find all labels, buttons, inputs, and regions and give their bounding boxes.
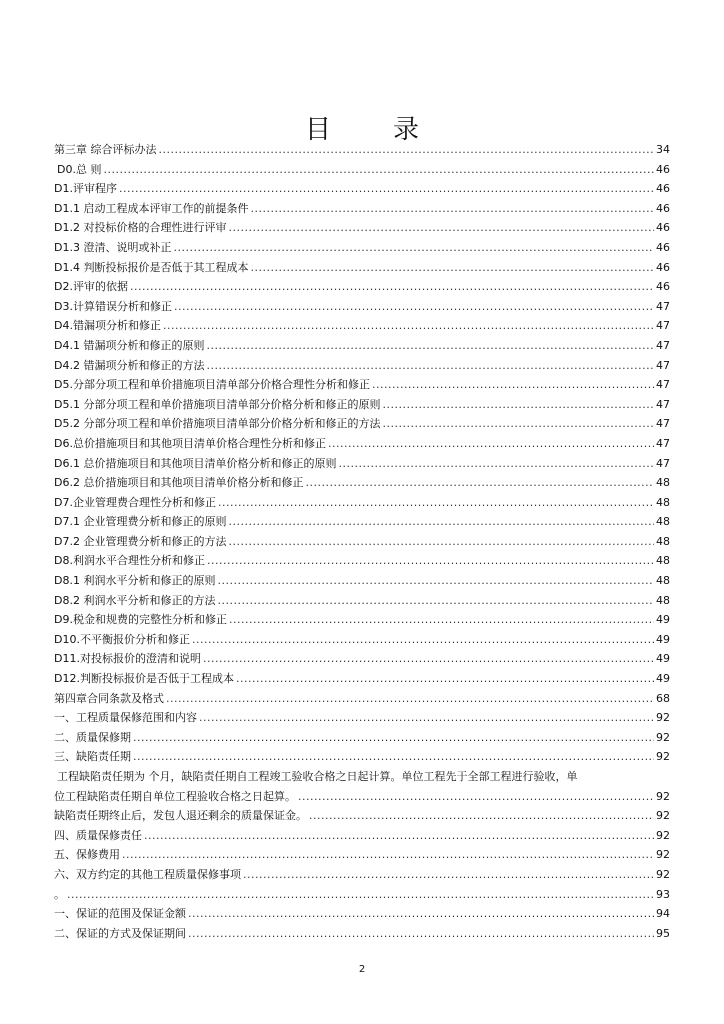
toc-entry-label: 二、保证的方式及保证期间	[54, 926, 186, 940]
toc-leader-dots	[236, 669, 654, 689]
toc-entry[interactable]	[54, 218, 670, 238]
toc-leader-dots	[159, 140, 655, 160]
toc-leader-dots	[173, 238, 654, 258]
toc-entry-page: 47	[656, 299, 670, 313]
toc-entry-page: 46	[656, 240, 670, 254]
toc-entry-label: 二、质量保修期	[54, 730, 131, 744]
toc-entry-label: D10.不平衡报价分析和修正	[54, 632, 190, 646]
toc-entry-line2	[54, 787, 670, 807]
toc-entry[interactable]	[54, 630, 670, 650]
toc-entry[interactable]	[54, 747, 670, 767]
toc-leader-dots	[103, 160, 654, 180]
toc-entry-label: 四、质量保修责任	[54, 828, 142, 842]
toc-entry-page: 47	[656, 338, 670, 352]
toc-leader-dots	[382, 395, 654, 415]
toc-leader-dots	[218, 493, 654, 513]
toc-entry-page: 49	[656, 672, 670, 686]
toc-entry-page: 48	[656, 554, 670, 568]
toc-entry-label: D1.1 启动工程成本评审工作的前提条件	[54, 201, 249, 215]
toc-entry[interactable]	[54, 689, 670, 709]
toc-entry-page: 47	[656, 358, 670, 372]
toc-entry-page: 92	[656, 750, 670, 764]
toc-entry-label: 。	[54, 887, 65, 901]
toc-entry-label: 一、保证的范围及保证金额	[54, 907, 186, 921]
toc-leader-dots	[298, 787, 654, 807]
toc-entry-label: D1.评审程序	[54, 182, 117, 196]
toc-entry-page: 48	[656, 534, 670, 548]
toc-entry-label: 六、双方约定的其他工程质量保修事项	[54, 867, 241, 881]
toc-entry-page: 47	[656, 397, 670, 411]
toc-entry[interactable]	[54, 316, 670, 336]
toc-leader-dots	[133, 747, 654, 767]
toc-entry-page: 48	[656, 515, 670, 529]
toc-entry-page: 48	[656, 574, 670, 588]
toc-entry-page: 92	[656, 828, 670, 842]
toc-entry-label: D6.2 总价措施项目和其他项目清单价格分析和修正	[54, 476, 304, 490]
toc-entry[interactable]	[54, 610, 670, 630]
toc-entry[interactable]	[54, 258, 670, 278]
toc-entry[interactable]	[54, 473, 670, 493]
toc-entry[interactable]	[54, 395, 670, 415]
toc-entry-page: 95	[656, 926, 670, 940]
toc-entry-label: D8.1 利润水平分析和修正的原则	[54, 574, 216, 588]
toc-entry-label: D3.计算错误分析和修正	[54, 299, 172, 313]
toc-entry[interactable]	[54, 865, 670, 885]
toc-leader-dots	[228, 532, 654, 552]
toc-entry-label: D9.税金和规费的完整性分析和修正	[54, 613, 227, 627]
toc-entry[interactable]	[54, 845, 670, 865]
toc-entry-page: 34	[656, 143, 670, 156]
toc-entry[interactable]	[54, 532, 670, 552]
toc-leader-dots	[250, 199, 654, 219]
toc-entry-page: 92	[656, 711, 670, 725]
toc-entry-label: 第四章合同条款及格式	[54, 691, 164, 705]
toc-entry[interactable]	[54, 669, 670, 689]
toc-entry-label: D4.2 错漏项分析和修正的方法	[54, 358, 205, 372]
toc-entry-label: D4.1 错漏项分析和修正的原则	[54, 338, 205, 352]
toc-entry-label: D7.企业管理费合理性分析和修正	[54, 495, 216, 509]
toc-leader-dots	[228, 218, 654, 238]
toc-entry-page: 47	[656, 456, 670, 470]
toc-entry-label: D0.总 则	[57, 162, 102, 176]
toc-entry[interactable]	[54, 904, 670, 924]
toc-entry-label: 缺陷责任期终止后，发包人退还剩余的质量保证金。	[54, 809, 307, 823]
toc-entry[interactable]	[54, 297, 670, 317]
toc-leader-dots	[243, 865, 654, 885]
toc-entry-label: D5.1 分部分项工程和单价措施项目清单部分价格分析和修正的原则	[54, 397, 381, 411]
toc-entry[interactable]	[54, 493, 670, 513]
toc-entry[interactable]	[54, 238, 670, 258]
toc-entry-page: 92	[656, 730, 670, 744]
toc-entry[interactable]	[54, 140, 670, 160]
toc-entry[interactable]	[54, 806, 670, 826]
toc-entry-page: 92	[656, 867, 670, 881]
toc-entry-label: D12.判断投标报价是否低于工程成本	[54, 672, 234, 686]
toc-entry-label: D6.总价措施项目和其他项目清单价格合理性分析和修正	[54, 436, 326, 450]
toc-entry[interactable]	[54, 277, 670, 297]
toc-entry-label: 一、工程质量保修范围和内容	[54, 711, 197, 725]
toc-leader-dots	[119, 179, 654, 199]
toc-entry-page: 46	[656, 182, 670, 196]
toc-entry-label-line1: 工程缺陷责任期为 个月，缺陷责任期自工程竣工验收合格之日起计算。单位工程先于全部工程进行验收，单	[57, 770, 578, 783]
toc-entry-page: 46	[656, 162, 670, 176]
toc-entry-label: D1.4 判断投标报价是否低于其工程成本	[54, 260, 249, 274]
toc-leader-dots	[217, 591, 654, 611]
toc-entry[interactable]	[54, 454, 670, 474]
toc-leader-dots	[382, 414, 654, 434]
toc-leader-dots	[188, 924, 654, 944]
toc-entry-page: 68	[656, 691, 670, 705]
toc-leader-dots	[166, 689, 654, 709]
toc-entry[interactable]	[54, 551, 670, 571]
toc-entry-label: 第三章 综合评标办法	[54, 143, 157, 156]
toc-leader-dots	[206, 336, 654, 356]
toc-leader-dots	[309, 806, 654, 826]
toc-entry[interactable]	[54, 826, 670, 846]
toc-entry[interactable]	[54, 708, 670, 728]
toc-leader-dots	[250, 258, 654, 278]
toc-entry[interactable]	[54, 414, 670, 434]
toc-entry[interactable]	[54, 512, 670, 532]
toc-leader-dots	[206, 356, 654, 376]
toc-entry-page: 46	[656, 280, 670, 294]
toc-leader-dots	[229, 610, 654, 630]
toc-entry-page: 49	[656, 652, 670, 666]
toc-entry-label: D1.3 澄清、说明或补正	[54, 240, 172, 254]
toc-entry-page: 46	[656, 201, 670, 215]
toc-entry-label: 三、缺陷责任期	[54, 750, 131, 764]
toc-entry-label: D6.1 总价措施项目和其他项目清单价格分析和修正的原则	[54, 456, 337, 470]
toc-entry-label: D1.2 对投标价格的合理性进行评审	[54, 221, 227, 235]
toc-entry-label: D7.2 企业管理费分析和修正的方法	[54, 534, 227, 548]
toc-entry-label: D5.2 分部分项工程和单价措施项目清单部分价格分析和修正的方法	[54, 417, 381, 431]
toc-leader-dots	[217, 571, 654, 591]
toc-leader-dots	[188, 904, 654, 924]
toc-entry-label-line2: 位工程缺陷责任期自单位工程验收合格之日起算。	[54, 789, 296, 803]
toc-entry-label: D2.评审的依据	[54, 280, 128, 294]
toc-leader-dots	[144, 826, 654, 846]
toc-entry-page: 49	[656, 632, 670, 646]
toc-entry-page: 94	[656, 907, 670, 921]
toc-leader-dots	[163, 316, 654, 336]
toc-entry-page: 48	[656, 495, 670, 509]
toc-entry-label: D8.2 利润水平分析和修正的方法	[54, 593, 216, 607]
toc-entry-page: 47	[656, 319, 670, 333]
toc-entry[interactable]	[54, 728, 670, 748]
toc-entry-page: 92	[656, 809, 670, 823]
toc-entry[interactable]	[54, 179, 670, 199]
toc-leader-dots	[228, 512, 654, 532]
toc-leader-dots	[207, 551, 654, 571]
toc-entry-page: 46	[656, 260, 670, 274]
toc-entry-label: D5.分部分项工程和单价措施项目清单部分价格合理性分析和修正	[54, 378, 370, 392]
toc-entry-page: 47	[656, 378, 670, 392]
page-number: 2	[358, 964, 366, 975]
table-of-contents	[54, 140, 670, 943]
toc-leader-dots	[328, 434, 654, 454]
toc-entry-page: 47	[656, 417, 670, 431]
toc-entry-page: 47	[656, 436, 670, 450]
toc-leader-dots	[174, 297, 654, 317]
toc-entry[interactable]	[54, 571, 670, 591]
toc-leader-dots	[203, 649, 654, 669]
toc-entry-page: 48	[656, 593, 670, 607]
toc-entry[interactable]	[54, 885, 670, 905]
toc-entry[interactable]	[54, 199, 670, 219]
toc-leader-dots	[338, 454, 654, 474]
toc-entry-page: 93	[656, 887, 670, 901]
toc-entry[interactable]	[54, 434, 670, 454]
toc-entry-multiline[interactable]	[54, 767, 670, 806]
toc-entry-label: D4.错漏项分析和修正	[54, 319, 161, 333]
toc-entry-page: 49	[656, 613, 670, 627]
toc-entry-label: D11.对投标报价的澄清和说明	[54, 652, 201, 666]
toc-leader-dots	[67, 885, 654, 905]
toc-entry[interactable]	[54, 160, 670, 180]
toc-entry-label: D7.1 企业管理费分析和修正的原则	[54, 515, 227, 529]
toc-entry[interactable]	[54, 375, 670, 395]
toc-entry[interactable]	[54, 924, 670, 944]
toc-entry-label: D8.利润水平合理性分析和修正	[54, 554, 205, 568]
page-title: 目 录	[304, 115, 437, 146]
toc-leader-dots	[133, 728, 654, 748]
toc-leader-dots	[199, 708, 654, 728]
toc-entry-page: 46	[656, 221, 670, 235]
toc-leader-dots	[372, 375, 654, 395]
toc-entry[interactable]	[54, 591, 670, 611]
toc-leader-dots	[305, 473, 654, 493]
toc-entry-label: 五、保修费用	[54, 848, 120, 862]
toc-entry-page: 48	[656, 476, 670, 490]
toc-entry-page: 92	[656, 789, 670, 803]
toc-entry-page: 92	[656, 848, 670, 862]
toc-entry[interactable]	[54, 649, 670, 669]
toc-entry[interactable]	[54, 336, 670, 356]
toc-leader-dots	[122, 845, 654, 865]
toc-leader-dots	[192, 630, 654, 650]
toc-leader-dots	[130, 277, 654, 297]
toc-entry[interactable]	[54, 356, 670, 376]
